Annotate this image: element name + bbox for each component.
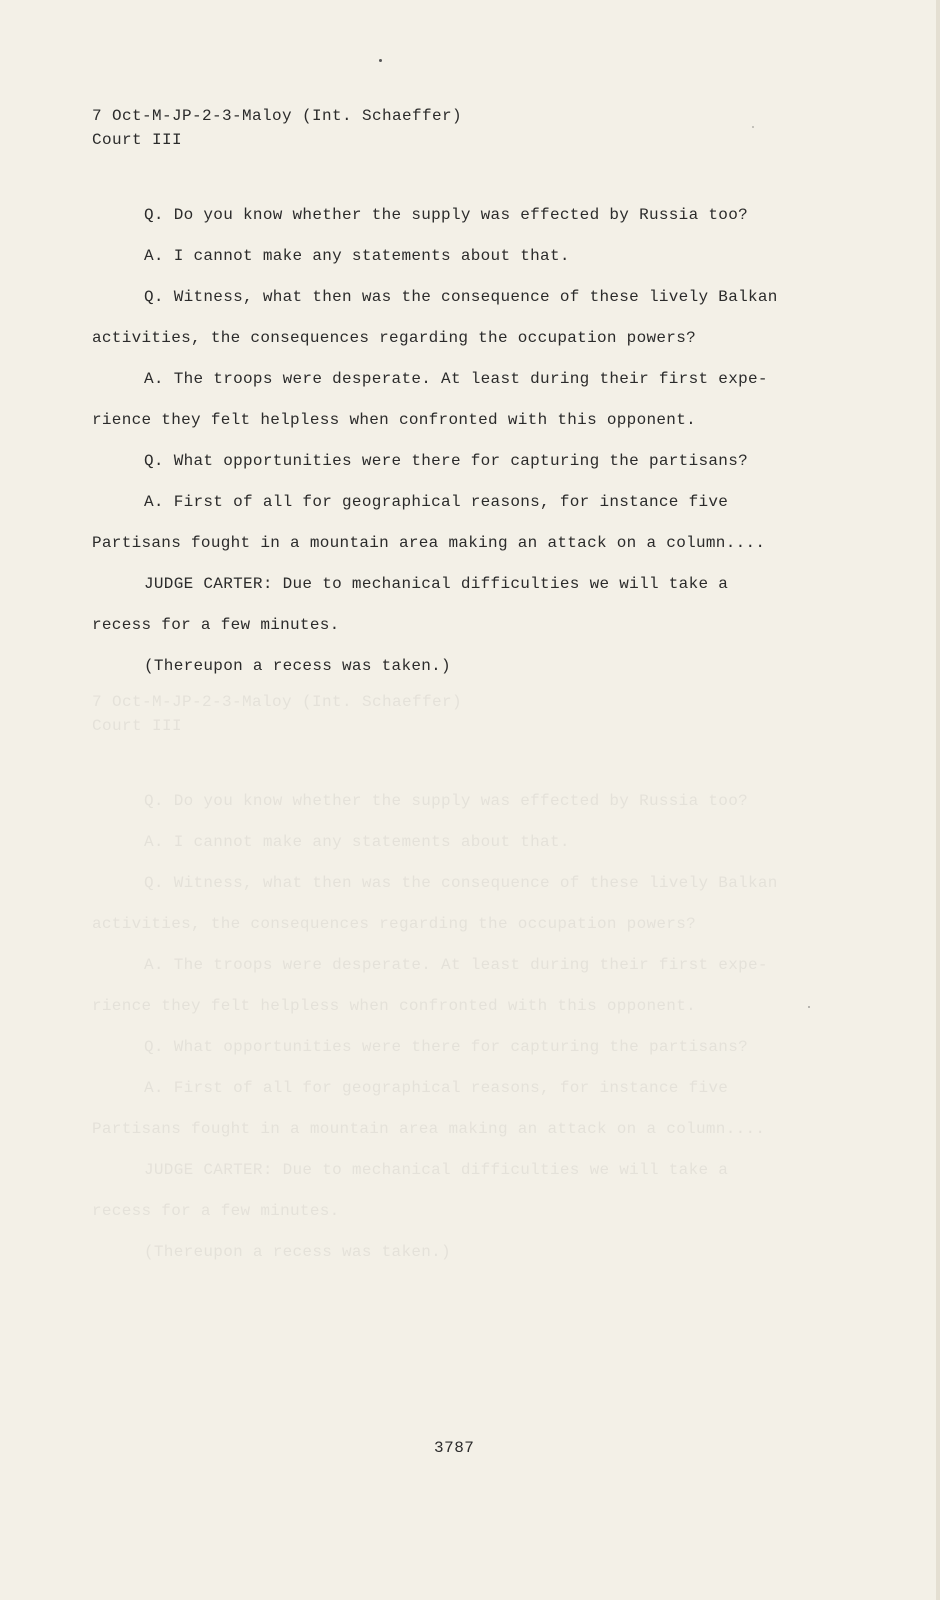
bleed-header-line2: Court III [92,717,183,735]
bleed-line: Q. Witness, what then was the consequence of these lively Balkan [144,874,778,892]
bleed-line: Q. Do you know whether the supply was effected by Russia too? [144,792,748,810]
answer-geographical-line2: Partisans fought in a mountain area making an attack on a column.... [92,534,766,552]
page-number: 3787 [434,1439,475,1457]
bleed-line: activities, the consequences regarding the occupation powers? [92,915,696,933]
bleed-line: rience they felt helpless when confronted with this opponent. [92,997,696,1015]
question-consequence-line2: activities, the consequences regarding the occupation powers? [92,329,696,347]
header-court-line: Court III [92,131,183,149]
bleed-line: A. The troops were desperate. At least during their first expe- [144,956,768,974]
header-session-line: 7 Oct-M-JP-2-3-Maloy (Int. Schaeffer) [92,107,463,125]
paper-speck [808,1006,810,1008]
bleed-header [92,690,462,738]
paper-speck [752,126,754,128]
bleed-line: A. First of all for geographical reasons, for instance five [144,1079,729,1097]
question-capturing-partisans: Q. What opportunities were there for capturing the partisans? [144,452,748,470]
judge-carter-line2: recess for a few minutes. [92,616,340,634]
answer-troops-line1: A. The troops were desperate. At least during their first expe- [144,370,768,388]
bleed-line: Partisans fought in a mountain area making an attack on a column.... [92,1120,766,1138]
answer-troops-line2: rience they felt helpless when confronted with this opponent. [92,411,696,429]
bleed-line: (Thereupon a recess was taken.) [144,1243,451,1261]
answer-no-statements: A. I cannot make any statements about that. [144,247,570,265]
question-consequence-line1: Q. Witness, what then was the consequence of these lively Balkan [144,288,778,306]
bleed-line: A. I cannot make any statements about that. [144,833,570,851]
paper-speck [379,59,382,62]
bleed-line: Q. What opportunities were there for capturing the partisans? [144,1038,748,1056]
judge-carter-line1: JUDGE CARTER: Due to mechanical difficulties we will take a [144,575,729,593]
answer-geographical-line1: A. First of all for geographical reasons, for instance five [144,493,729,511]
recess-note: (Thereupon a recess was taken.) [144,657,451,675]
bleed-line: recess for a few minutes. [92,1202,340,1220]
question-russia-supply: Q. Do you know whether the supply was effected by Russia too? [144,206,748,224]
bleed-header-line1: 7 Oct-M-JP-2-3-Maloy (Int. Schaeffer) [92,693,463,711]
bleed-line: JUDGE CARTER: Due to mechanical difficulties we will take a [144,1161,729,1179]
